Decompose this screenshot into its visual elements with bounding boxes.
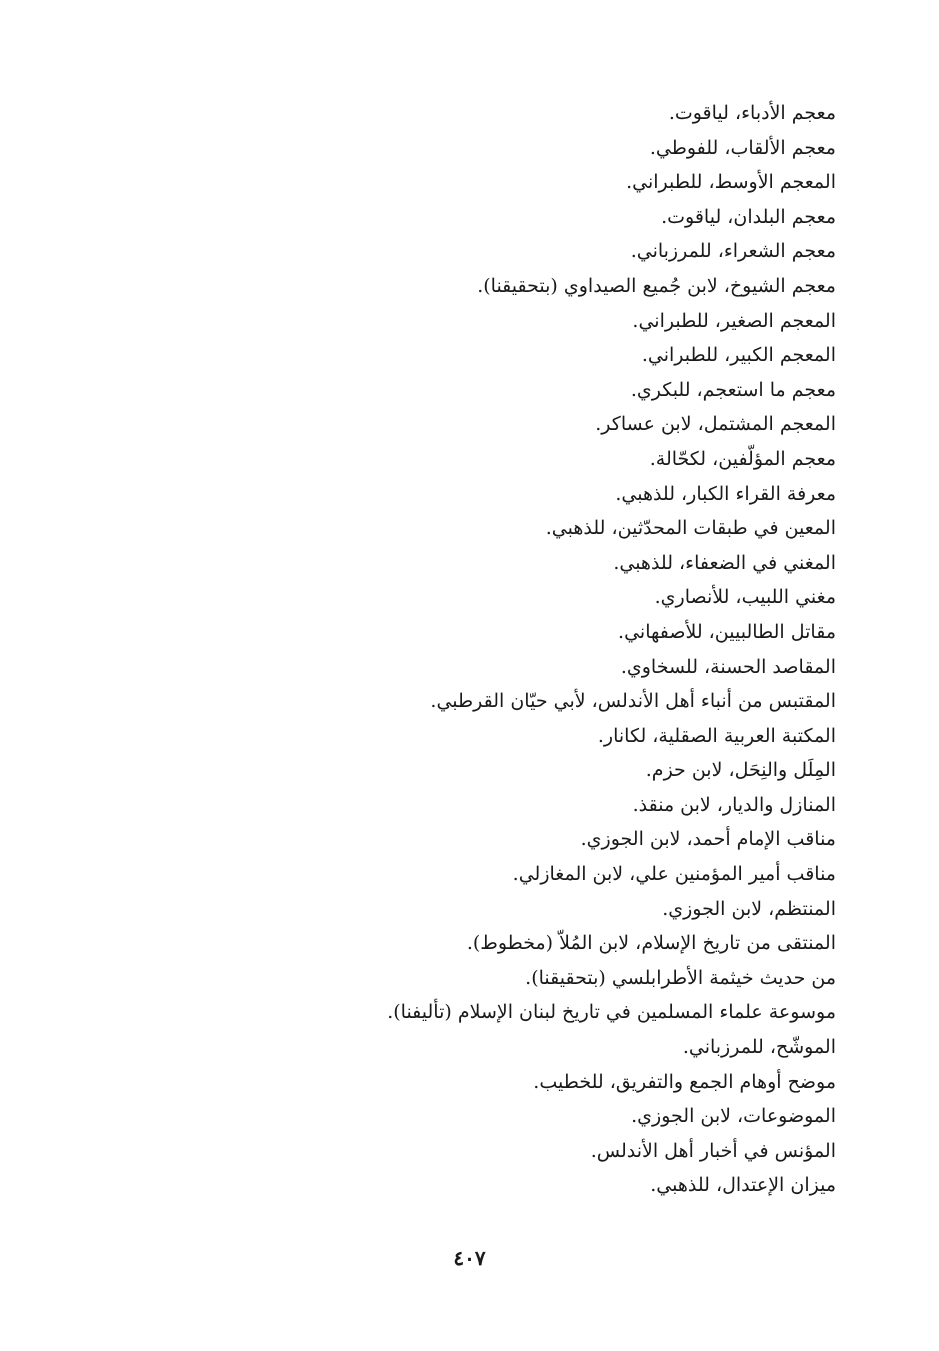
bibliography-entry: موضح أوهام الجمع والتفريق، للخطيب. bbox=[533, 1070, 836, 1093]
bibliography-entry: معجم ما استعجم، للبكري. bbox=[630, 378, 836, 401]
bibliography-entry: المنازل والديار، لابن منقذ. bbox=[632, 793, 836, 816]
bibliography-entry: مغني اللبيب، للأنصاري. bbox=[654, 586, 836, 609]
bibliography-entry: المعجم المشتمل، لابن عساكر. bbox=[595, 413, 836, 436]
bibliography-entry: الموضوعات، لابن الجوزي. bbox=[631, 1105, 836, 1128]
bibliography-entry: المعجم الصغير، للطبراني. bbox=[632, 309, 836, 332]
bibliography-entry: ميزان الإعتدال، للذهبي. bbox=[650, 1174, 836, 1197]
bibliography-entry: المعجم الأوسط، للطبراني. bbox=[626, 171, 836, 194]
bibliography-entry: معجم الأدباء، لياقوت. bbox=[668, 102, 836, 124]
bibliography-entry: معجم الشيوخ، لابن جُميع الصيداوي (بتحقيقنا). bbox=[477, 274, 836, 297]
bibliography-entry: المقتبس من أنباء أهل الأندلس، لأبي حيّان القرطبي. bbox=[430, 690, 836, 713]
bibliography-entry: موسوعة علماء المسلمين في تاريخ لبنان الإسلام (تأليفنا). bbox=[387, 1001, 836, 1024]
bibliography-entry: معجم البلدان، لياقوت. bbox=[661, 205, 836, 228]
bibliography-entry: المقاصد الحسنة، للسخاوي. bbox=[620, 655, 836, 678]
bibliography-entry: المغني في الضعفاء، للذهبي. bbox=[613, 551, 836, 574]
bibliography-entry: المنتقى من تاريخ الإسلام، لابن المُلاّ (مخطوط). bbox=[466, 932, 836, 955]
bibliography-entry: معجم الألقاب، للفوطي. bbox=[649, 136, 836, 159]
bibliography-entry: معجم الشعراء، للمرزباني. bbox=[630, 240, 836, 263]
bibliography-entry: مناقب الإمام أحمد، لابن الجوزي. bbox=[580, 828, 836, 851]
bibliography-entry: المِلَل والنِحَل، لابن حزم. bbox=[645, 759, 836, 782]
bibliography-entry: من حديث خيثمة الأطرابلسي (بتحقيقنا). bbox=[525, 966, 836, 989]
bibliography-entry: المعين في طبقات المحدّثين، للذهبي. bbox=[545, 517, 836, 540]
bibliography-entry: مناقب أمير المؤمنين علي، لابن المغازلي. bbox=[512, 863, 836, 886]
bibliography-entry: الموشّح، للمرزباني. bbox=[682, 1036, 836, 1059]
bibliography-entry: معرفة القراء الكبار، للذهبي. bbox=[615, 482, 836, 505]
bibliography-entry: مقاتل الطالبيين، للأصفهاني. bbox=[618, 620, 836, 643]
bibliography-list bbox=[276, 96, 836, 1203]
bibliography-entry: معجم المؤلّفين، لكحّالة. bbox=[649, 447, 836, 470]
bibliography-entry: المكتبة العربية الصقلية، لكانار. bbox=[597, 724, 836, 747]
page-number: ٤٠٧ bbox=[453, 1246, 486, 1270]
bibliography-entry: المعجم الكبير، للطبراني. bbox=[641, 344, 836, 367]
bibliography-entry: المؤنس في أخبار أهل الأندلس. bbox=[590, 1139, 836, 1162]
bibliography-entry: المنتظم، لابن الجوزي. bbox=[662, 897, 836, 920]
